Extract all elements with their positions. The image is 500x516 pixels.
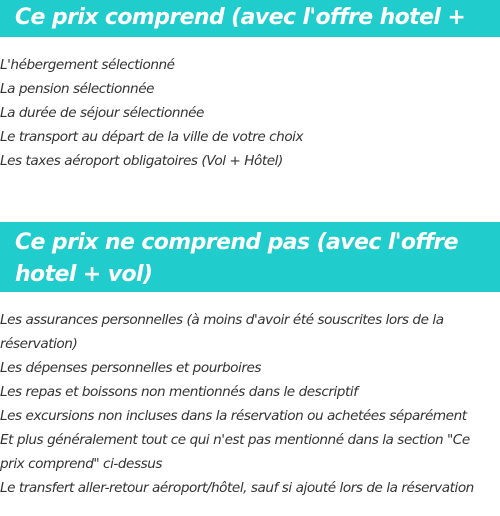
list-item: L'hébergement sélectionné [0,57,175,73]
list-item: Et plus généralement tout ce qui n'est pas mentionné dans la section "Ce prix comprend" ci-dessus [0,432,470,472]
list-item: Les excursions non incluses dans la réservation ou achetées séparément [0,408,467,424]
list-item: La pension sélectionnée [0,81,155,97]
list-item: Les taxes aéroport obligatoires (Vol + Hôtel) [0,153,283,169]
excluded-section-header [0,222,500,292]
included-list [0,53,496,173]
list-item: La durée de séjour sélectionnée [0,105,204,121]
included-section-header [0,0,500,62]
excluded-list [0,308,496,500]
included-section-title: Ce prix comprend (avec l'offre hotel + vol) [15,5,466,62]
list-item: Le transport au départ de la ville de votre choix [0,129,304,145]
list-item: Les repas et boissons non mentionnés dans le descriptif [0,384,358,400]
list-item: Le transfert aller-retour aéroport/hôtel, sauf si ajouté lors de la réservation [0,480,474,496]
excluded-section-title: Ce prix ne comprend pas (avec l'offre hotel + vol) [15,230,458,287]
list-item: Les dépenses personnelles et pourboires [0,360,262,376]
list-item: Les assurances personnelles (à moins d'avoir été souscrites lors de la réservation) [0,312,444,352]
